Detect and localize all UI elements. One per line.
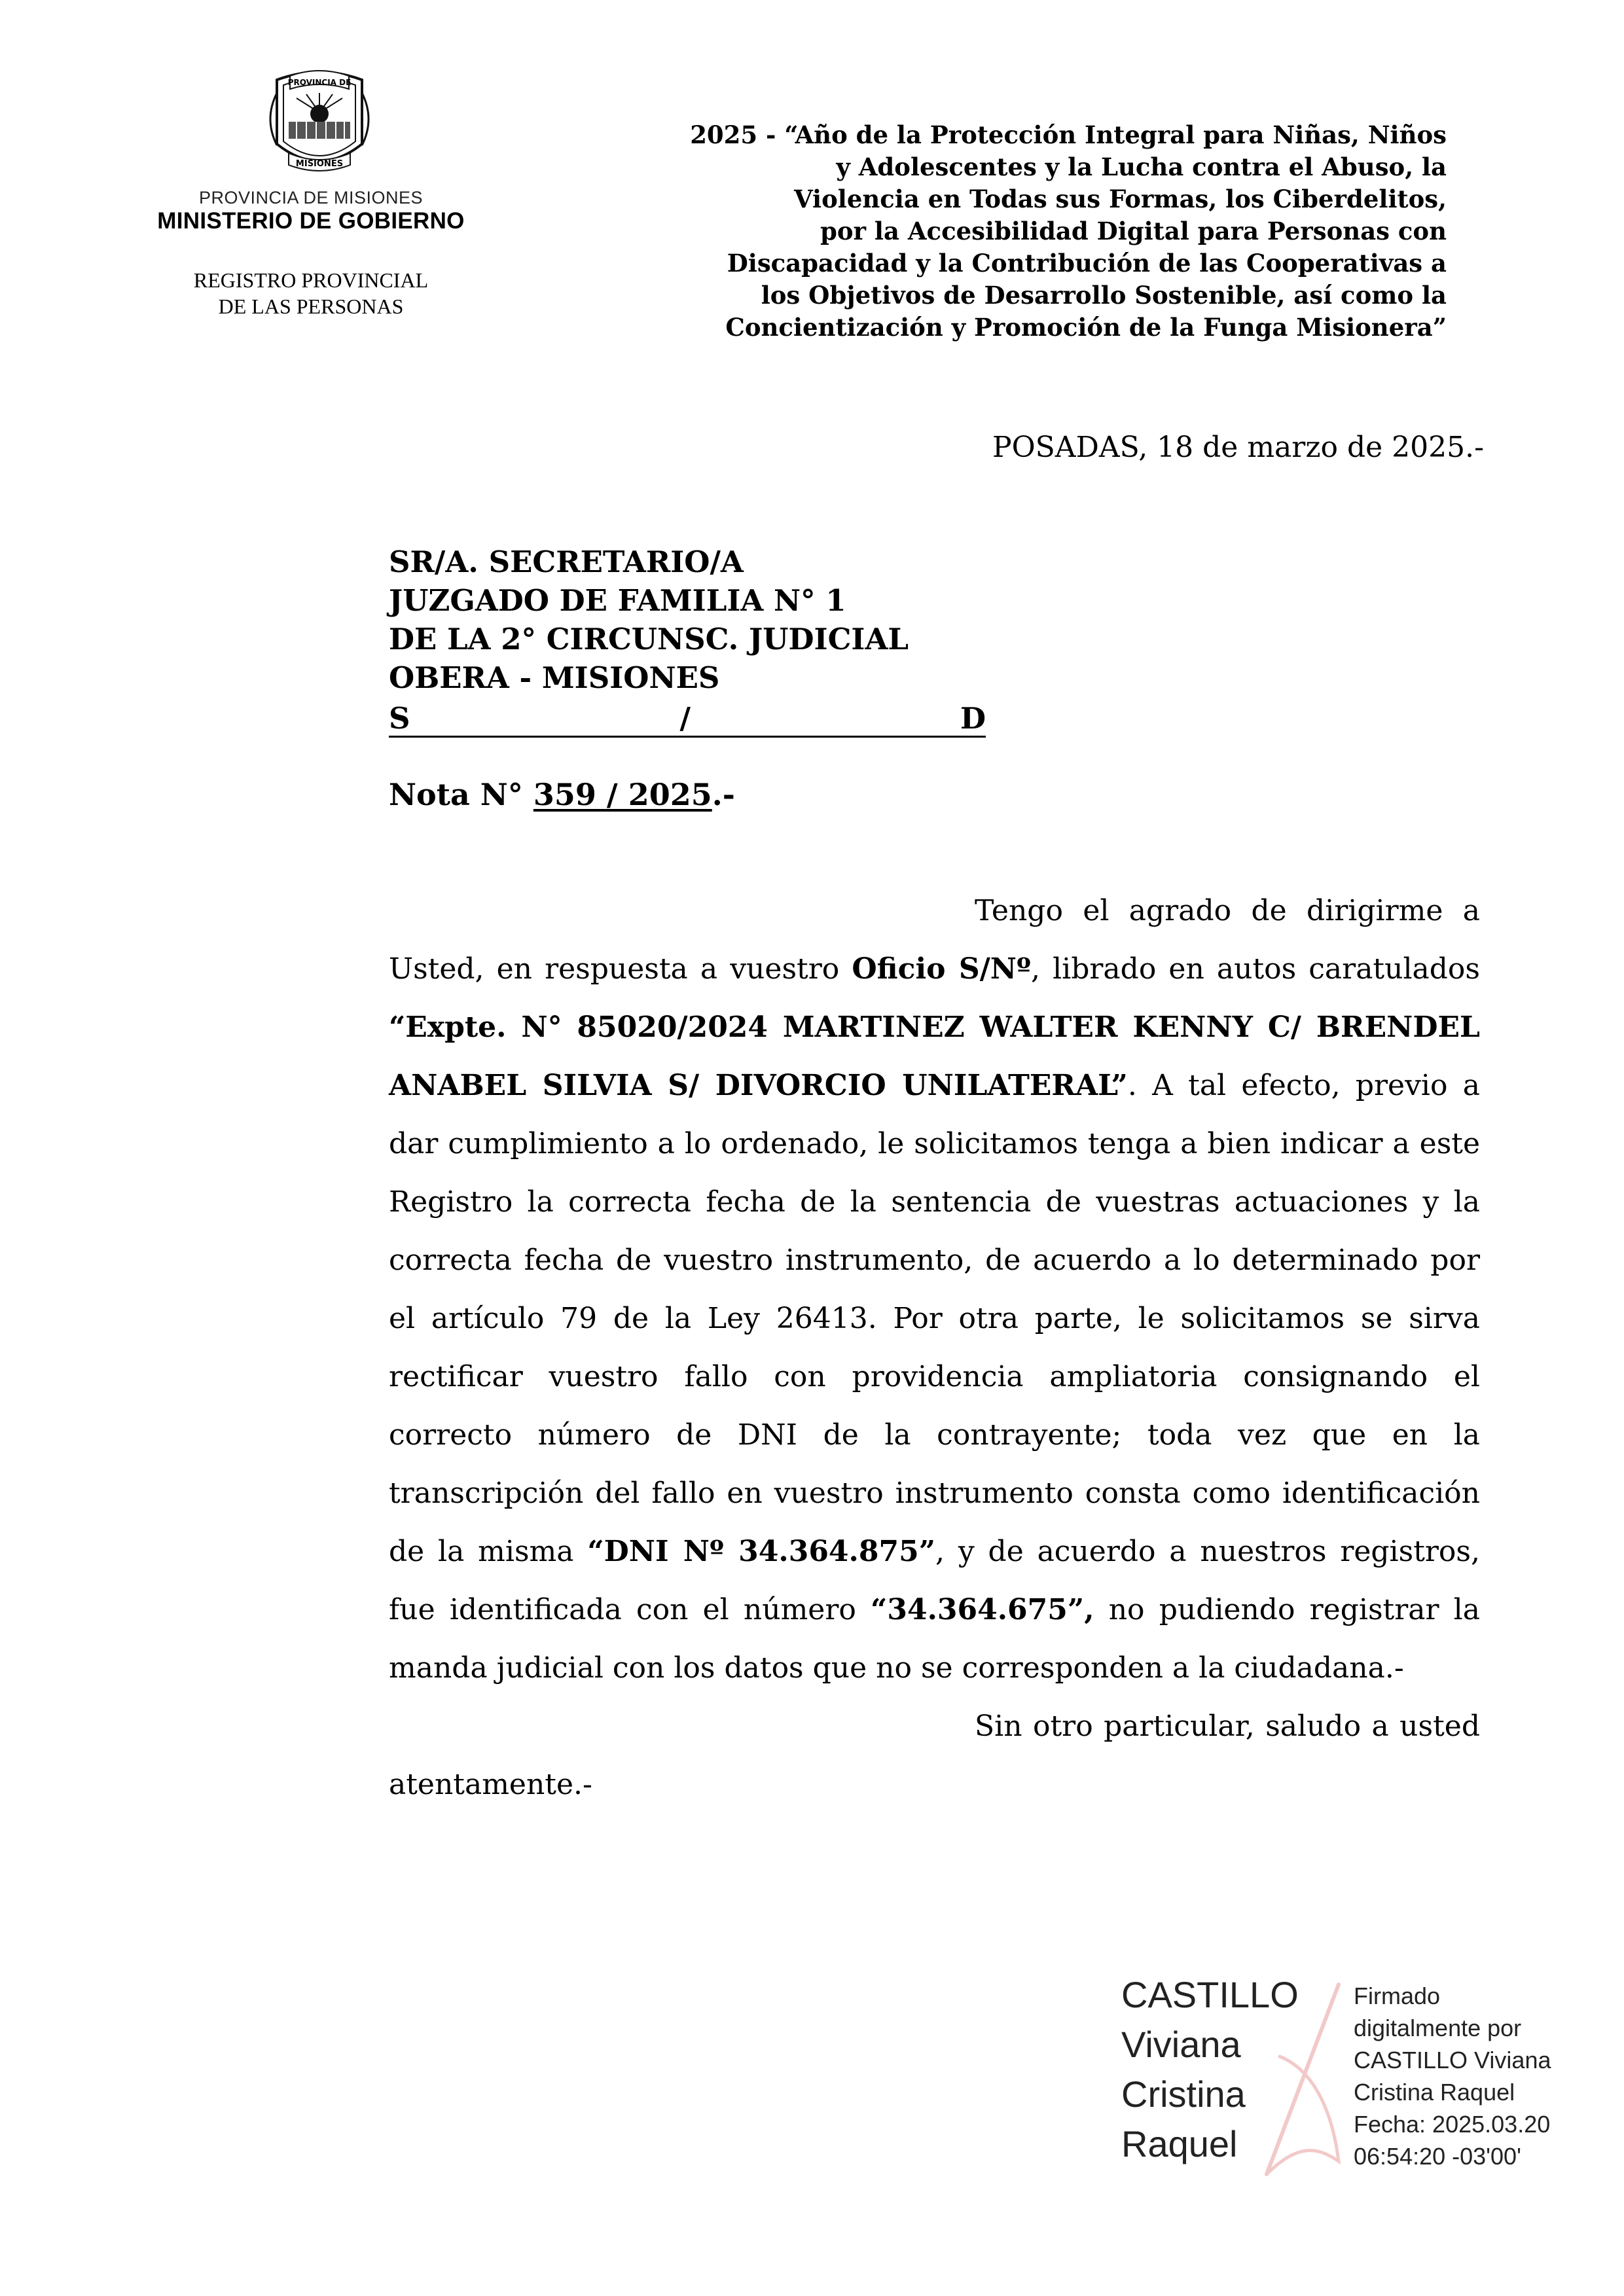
sd-d: D [960,701,986,736]
year-motto [609,119,1447,344]
signature-info-line: Cristina Raquel [1354,2079,1515,2106]
digital-signature-info [1354,1980,1551,2172]
motto-line: los Objetivos de Desarrollo Sostenible, así como la [761,281,1447,310]
motto-line: Violencia en Todas sus Formas, los Ciberdelitos, [793,185,1447,213]
addressee-line-1: SR/A. SECRETARIO/A [389,545,744,579]
seal-bottom-text: MISIONES [295,159,344,169]
motto-line: y Adolescentes y la Lucha contra el Abuso, la [836,152,1447,181]
addressee-line-2: JUZGADO DE FAMILIA N° 1 [389,583,846,618]
motto-line: por la Accesibilidad Digital para Personas con [820,217,1447,245]
body-text: no pudiendo registrar la manda judicial con los datos que no se corresponden a la ciudadana.- [389,1593,1480,1685]
signer-name-line: Raquel [1121,2123,1238,2164]
registry-line-1: REGISTRO PROVINCIAL [193,268,429,292]
signature-info-line: Fecha: 2025.03.20 [1354,2111,1551,2138]
body-bold-dni-wrong: “DNI Nº 34.364.875” [587,1535,936,1568]
body-text: Tengo el agrado de dirigirme a Usted, en respuesta a vuestro [389,894,1480,986]
signature-info-line: CASTILLO Viviana [1354,2047,1551,2073]
sd-slash: / [679,701,691,736]
province-label: PROVINCIA DE MISIONES [198,188,424,207]
note-suffix: .- [712,777,735,812]
province-seal-logo [257,67,382,177]
date-line: POSADAS, 18 de marzo de 2025.- [992,431,1484,464]
sd-line [389,698,986,738]
signer-name-line: Viviana [1121,2024,1241,2065]
body-text: , librado en autos caratulados [1031,952,1480,986]
body-text: , y de acuerdo a nuestros registros, fue identificada con el número [389,1535,1480,1626]
body-text: . A tal efecto, previo a dar cumplimiento a lo ordenado, le solicitamos tenga a bien indicar a este Registro la correcta fecha de la sentencia de vuestras actuaciones y la correcta fecha de vuestro instrumento, de acuerdo a lo determinado por el artículo 79 de la Ley 26413. Por otra parte, le solicitamos se sirva rectificar vuestro fallo con providencia ampliatoria consignando el correcto número de DNI de la contrayente; toda vez que en la transcripción del fallo en vuestro instrumento consta como identificación de la misma [389,1069,1481,1568]
digital-signature-mark-icon [1240,1978,1371,2187]
body-bold-oficio: Oficio S/Nº [852,952,1031,986]
motto-line: 2025 - “Año de la Protección Integral para Niñas, Niños [690,120,1447,149]
signature-info-line: digitalmente por [1354,2015,1522,2041]
ministry-label: MINISTERIO DE GOBIERNO [157,208,465,234]
seal-top-text: PROVINCIA DE [287,78,352,87]
note-label: Nota N° [389,777,523,812]
letter-body [389,882,1480,1814]
signer-name-line: Cristina [1121,2073,1246,2115]
sd-s: S [389,701,410,736]
body-paragraph-2: Sin otro particular, saludo a usted atentamente.- [389,1710,1480,1801]
registry-line-2: DE LAS PERSONAS [218,295,404,318]
note-number [389,777,735,812]
note-number-value: 359 / 2025 [533,777,712,812]
body-bold-dni-correct: “34.364.675”, [871,1593,1094,1626]
motto-line: Concientización y Promoción de la Funga Misionera” [725,313,1447,342]
motto-line: Discapacidad y la Contribución de las Cooperativas a [727,249,1447,278]
body-paragraph-1 [389,882,1480,1697]
signature-info-line: Firmado [1354,1982,1441,2009]
addressee-line-3: DE LA 2° CIRCUNSC. JUDICIAL [389,622,909,656]
body-bold-expediente: “Expte. N° 85020/2024 MARTINEZ WALTER KENNY C/ BRENDEL ANABEL SILVIA S/ DIVORCIO UNILATERAL” [389,1011,1480,1102]
addressee-line-4: OBERA - MISIONES [389,660,720,695]
signer-name-line: CASTILLO [1121,1974,1299,2015]
signature-info-line: 06:54:20 -03'00' [1354,2143,1521,2170]
